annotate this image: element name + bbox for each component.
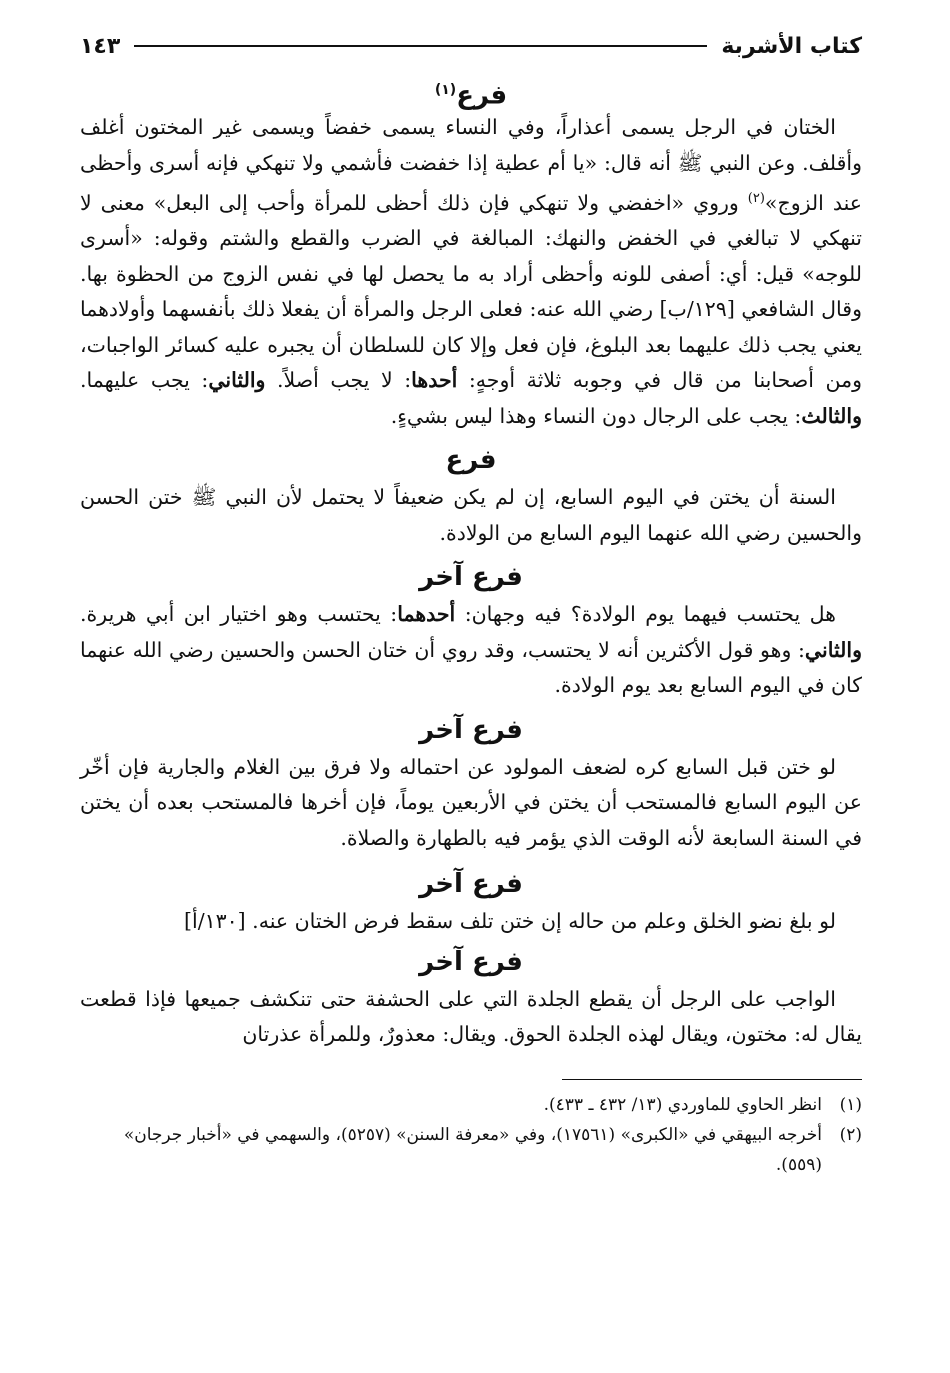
footnote-1 [80,1090,862,1120]
section-heading-6: فرع آخر [419,946,523,977]
section-paragraph-5: لو بلغ نضو الخلق وعلم من حاله إن ختن تلف سقط فرض الختان عنه. [١٣٠/أ] [184,909,836,934]
footnote-rule [562,1079,862,1080]
section-heading-5: فرع آخر [419,869,523,900]
section-paragraph-6: الواجب على الرجل أن يقطع الجلدة التي على الحشفة حتى تنكشف جميعها فإذا قطعت يقال له: مختون، ويقال لهذه الجلدة الحوق. ويقال: معذورٌ، وللمرأة عذرتان [80,986,862,1047]
section-heading-3: فرع آخر [419,562,523,593]
page-header [80,24,862,68]
section-paragraph-2: السنة أن يختن في اليوم السابع، إن لم يكن ضعيفاً لا يحتمل لأن النبي ﷺ ختن الحسن والحسين رضي الله عنهما اليوم السابع من الولادة. [80,485,862,545]
section-heading-4: فرع آخر [419,714,523,745]
section-heading-1: فرع$^{(١)}$ [434,80,508,111]
section-heading-2: فرع [445,445,497,476]
running-title: كتاب الأشربة [721,33,862,59]
section-paragraph-3: هل يحتسب فيهما يوم الولادة؟ فيه وجهان: أحدهما: يحتسب وهو اختيار ابن أبي هريرة. والثاني: وهو قول الأكثرين أنه لا يحتسب، وقد روي أن ختان الحسن والحسين رضي الله عنهما كان في اليوم السابع بعد يوم الولادة. [80,602,862,698]
footnote-text: انظر الحاوي للماوردي (١٣/ ٤٣٢ ـ ٤٣٣). [543,1094,822,1115]
section-paragraph-1: الختان في الرجل يسمى أعذاراً، وفي النساء يسمى خفضاً ويسمى غير المختون أغلف وأقلف. وعن النبي ﷺ أنه قال: «يا أم عطية إذا خفضت فأشمي ولا تنهكي فإنه أسرى وأحظى عند الزوج»$^{(٢)}$ وروي «اخفضي ولا تنهكي فإن ذلك أحظى للمرأة وأحب إلى البعل» معنى لا تنهكي لا تبالغي في الخفض والنهك: المبالغة في الضرب والقطع والشتم وقوله: «أسرى للوجه» قيل: أي: أصفى للونه وأحظى أراد به ما يحصل لها في نفس الزوج من الحظوة بها. وقال الشافعي [١٢٩/ب] رضي الله عنه: فعلى الرجل والمرأة أن يفعلا ذلك بأنفسهما وأولادهما يعني يجب ذلك عليهما بعد البلوغ، فإن فعل وإلا كان للسلطان أن يجبره عليه كسائر الواجبات، ومن أصحابنا من قال في وجوبه ثلاثة أوجهٍ: أحدها: لا يجب أصلاً. والثاني: يجب عليهما. والثالث: يجب على الرجال دون النساء وهذا ليس بشيءٍ. [80,115,863,428]
footnote-number: (١) [839,1094,862,1115]
section-paragraph-4: لو ختن قبل السابع كره لضعف المولود عن احتماله ولا فرق بين الغلام والجارية فإن أخّر عن اليوم السابع فالمستحب أن يختن في الأربعين يوماً، فإن أخرها فالمستحب بعده أن يختن في السنة السابعة لأنه الوقت الذي يؤمر فيه بالطهارة والصلاة. [80,754,862,850]
footnote-text: أخرجه البيهقي في «الكبرى» (١٧٥٦١)، وفي «معرفة السنن» (٥٢٥٧)، والسهمي في «أخبار جرجان» (٥٥٩). [123,1124,822,1175]
footnote-number: (٢) [839,1124,862,1145]
header-rule [134,45,707,47]
footnote-2 [80,1120,862,1180]
footnote-ref-1: (١) [434,82,457,98]
footnote-ref-2: (٢) [747,191,765,206]
page-number: ١٤٣ [80,33,121,59]
